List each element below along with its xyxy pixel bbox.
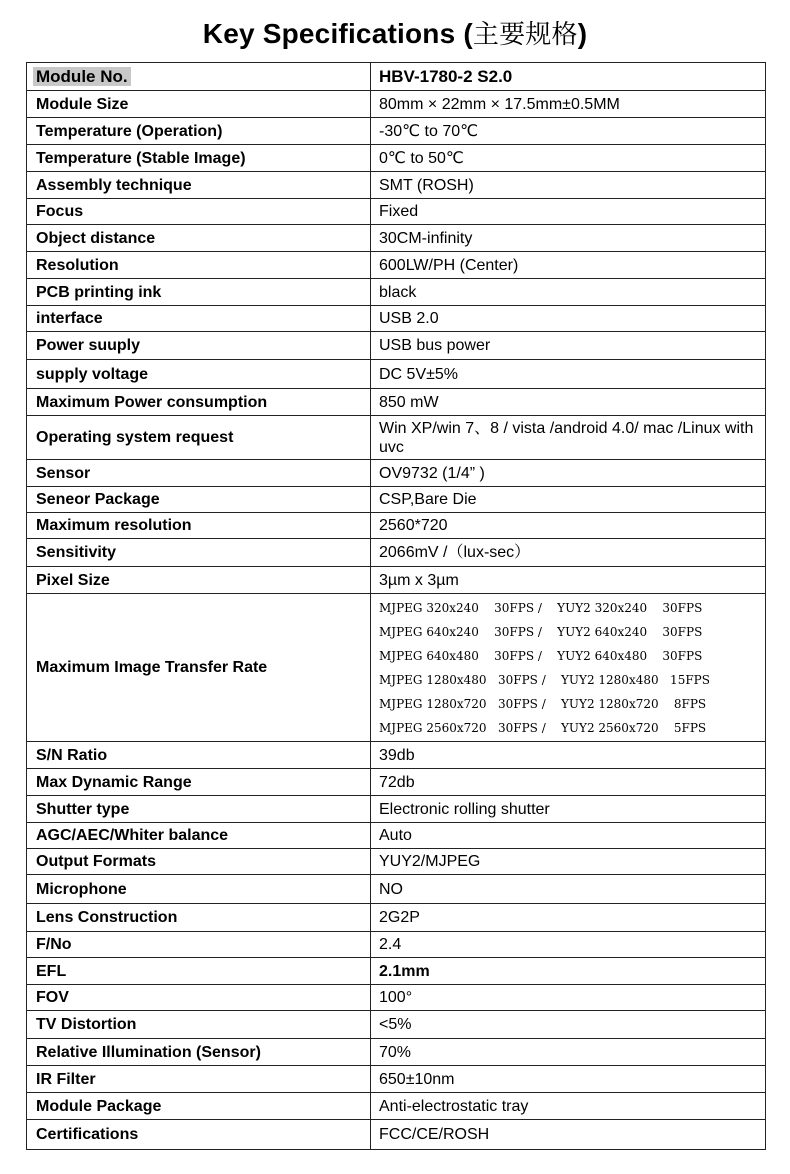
spec-value: Fixed <box>371 199 766 225</box>
spec-value: 600LW/PH (Center) <box>371 252 766 279</box>
spec-label: supply voltage <box>27 360 371 389</box>
spec-value: Electronic rolling shutter <box>371 796 766 823</box>
spec-label: Temperature (Operation) <box>27 118 371 145</box>
spec-value: USB bus power <box>371 332 766 360</box>
table-row <box>27 389 766 416</box>
page-title <box>0 14 790 51</box>
spec-value: Auto <box>371 823 766 849</box>
spec-label: F/No <box>27 932 371 958</box>
spec-value: CSP,Bare Die <box>371 487 766 513</box>
table-row <box>27 796 766 823</box>
spec-value: DC 5V±5% <box>371 360 766 389</box>
spec-value: 0℃ to 50℃ <box>371 145 766 172</box>
spec-label: Certifications <box>27 1120 371 1150</box>
spec-value: FCC/CE/ROSH <box>371 1120 766 1150</box>
table-row-module-no <box>27 63 766 91</box>
table-row <box>27 332 766 360</box>
spec-value: 2066mV /（lux-sec） <box>371 539 766 567</box>
spec-value: 39db <box>371 742 766 769</box>
spec-value: -30℃ to 70℃ <box>371 118 766 145</box>
module-no-label: Module No. <box>33 67 131 86</box>
spec-value: 2G2P <box>371 904 766 932</box>
spec-label: Temperature (Stable Image) <box>27 145 371 172</box>
table-row <box>27 769 766 796</box>
spec-table <box>26 62 766 1150</box>
spec-label: interface <box>27 306 371 332</box>
module-no-value: HBV-1780-2 S2.0 <box>379 66 513 86</box>
table-row <box>27 487 766 513</box>
spec-label: Maximum resolution <box>27 513 371 539</box>
spec-label: Maximum Power consumption <box>27 389 371 416</box>
table-row <box>27 145 766 172</box>
spec-label: Resolution <box>27 252 371 279</box>
table-row <box>27 849 766 875</box>
title-main: Key Specifications ( <box>202 18 473 49</box>
table-row <box>27 932 766 958</box>
table-row <box>27 360 766 389</box>
table-row <box>27 513 766 539</box>
spec-label: Relative Illumination (Sensor) <box>27 1039 371 1066</box>
table-row <box>27 1011 766 1039</box>
spec-value: OV9732 (1/4” ) <box>371 460 766 487</box>
spec-label: Microphone <box>27 875 371 904</box>
spec-label: Max Dynamic Range <box>27 769 371 796</box>
spec-value: Anti-electrostatic tray <box>371 1093 766 1120</box>
table-row <box>27 118 766 145</box>
spec-label: Focus <box>27 199 371 225</box>
spec-value: NO <box>371 875 766 904</box>
spec-value: black <box>371 279 766 306</box>
spec-label: Lens Construction <box>27 904 371 932</box>
table-row <box>27 1093 766 1120</box>
table-row <box>27 539 766 567</box>
table-row <box>27 252 766 279</box>
spec-label: Power suuply <box>27 332 371 360</box>
spec-label: PCB printing ink <box>27 279 371 306</box>
table-row <box>27 958 766 985</box>
title-close: ) <box>577 18 588 49</box>
table-row <box>27 1039 766 1066</box>
spec-label: Operating system request <box>27 416 371 460</box>
transfer-rate-line: MJPEG 1280x480 30FPS / YUY2 1280x480 15FPS <box>379 672 710 687</box>
table-row <box>27 1066 766 1093</box>
spec-label: EFL <box>27 958 371 985</box>
transfer-rate-line: MJPEG 640x480 30FPS / YUY2 640x480 30FPS <box>379 648 703 663</box>
table-row <box>27 91 766 118</box>
transfer-rate-line: MJPEG 2560x720 30FPS / YUY2 2560x720 5FPS <box>379 720 707 735</box>
spec-value: 30CM-infinity <box>371 225 766 252</box>
table-row <box>27 985 766 1011</box>
table-row <box>27 823 766 849</box>
table-row <box>27 1120 766 1150</box>
spec-label: Maximum Image Transfer Rate <box>27 594 371 742</box>
spec-label: Assembly technique <box>27 172 371 199</box>
spec-value: 100° <box>371 985 766 1011</box>
transfer-rate-line: MJPEG 640x240 30FPS / YUY2 640x240 30FPS <box>379 624 703 639</box>
spec-label: FOV <box>27 985 371 1011</box>
spec-label: TV Distortion <box>27 1011 371 1039</box>
spec-label: Object distance <box>27 225 371 252</box>
table-row <box>27 225 766 252</box>
spec-label: Seneor Package <box>27 487 371 513</box>
transfer-rate-line: MJPEG 1280x720 30FPS / YUY2 1280x720 8FPS <box>379 696 707 711</box>
table-row <box>27 742 766 769</box>
spec-value: 2.1mm <box>371 958 766 985</box>
table-row <box>27 172 766 199</box>
table-row <box>27 904 766 932</box>
spec-value: USB 2.0 <box>371 306 766 332</box>
spec-value: SMT (ROSH) <box>371 172 766 199</box>
spec-label: Sensor <box>27 460 371 487</box>
spec-label: Shutter type <box>27 796 371 823</box>
spec-value: 70% <box>371 1039 766 1066</box>
table-row <box>27 306 766 332</box>
table-row <box>27 416 766 460</box>
spec-label: S/N Ratio <box>27 742 371 769</box>
spec-value: Win XP/win 7、8 / vista /android 4.0/ mac /Linux with uvc <box>371 416 766 460</box>
table-row <box>27 875 766 904</box>
spec-value: 80mm × 22mm × 17.5mm±0.5MM <box>371 91 766 118</box>
table-row <box>27 460 766 487</box>
transfer-rate-list <box>371 594 766 742</box>
spec-value: 850 mW <box>371 389 766 416</box>
table-row-transfer-rate <box>27 594 766 742</box>
spec-value: 3µm x 3µm <box>371 567 766 594</box>
spec-value: 2560*720 <box>371 513 766 539</box>
table-row <box>27 199 766 225</box>
spec-value <box>371 63 766 91</box>
table-row <box>27 279 766 306</box>
title-chinese: 主要规格 <box>472 20 578 50</box>
spec-value: YUY2/MJPEG <box>371 849 766 875</box>
spec-label <box>27 63 371 91</box>
spec-value: 2.4 <box>371 932 766 958</box>
spec-label: Module Size <box>27 91 371 118</box>
spec-value: 72db <box>371 769 766 796</box>
spec-value: <5% <box>371 1011 766 1039</box>
spec-label: Output Formats <box>27 849 371 875</box>
spec-label: IR Filter <box>27 1066 371 1093</box>
transfer-rate-line: MJPEG 320x240 30FPS / YUY2 320x240 30FPS <box>379 600 703 615</box>
table-row <box>27 567 766 594</box>
spec-label: AGC/AEC/Whiter balance <box>27 823 371 849</box>
spec-value: 650±10nm <box>371 1066 766 1093</box>
spec-label: Module Package <box>27 1093 371 1120</box>
spec-label: Sensitivity <box>27 539 371 567</box>
spec-label: Pixel Size <box>27 567 371 594</box>
